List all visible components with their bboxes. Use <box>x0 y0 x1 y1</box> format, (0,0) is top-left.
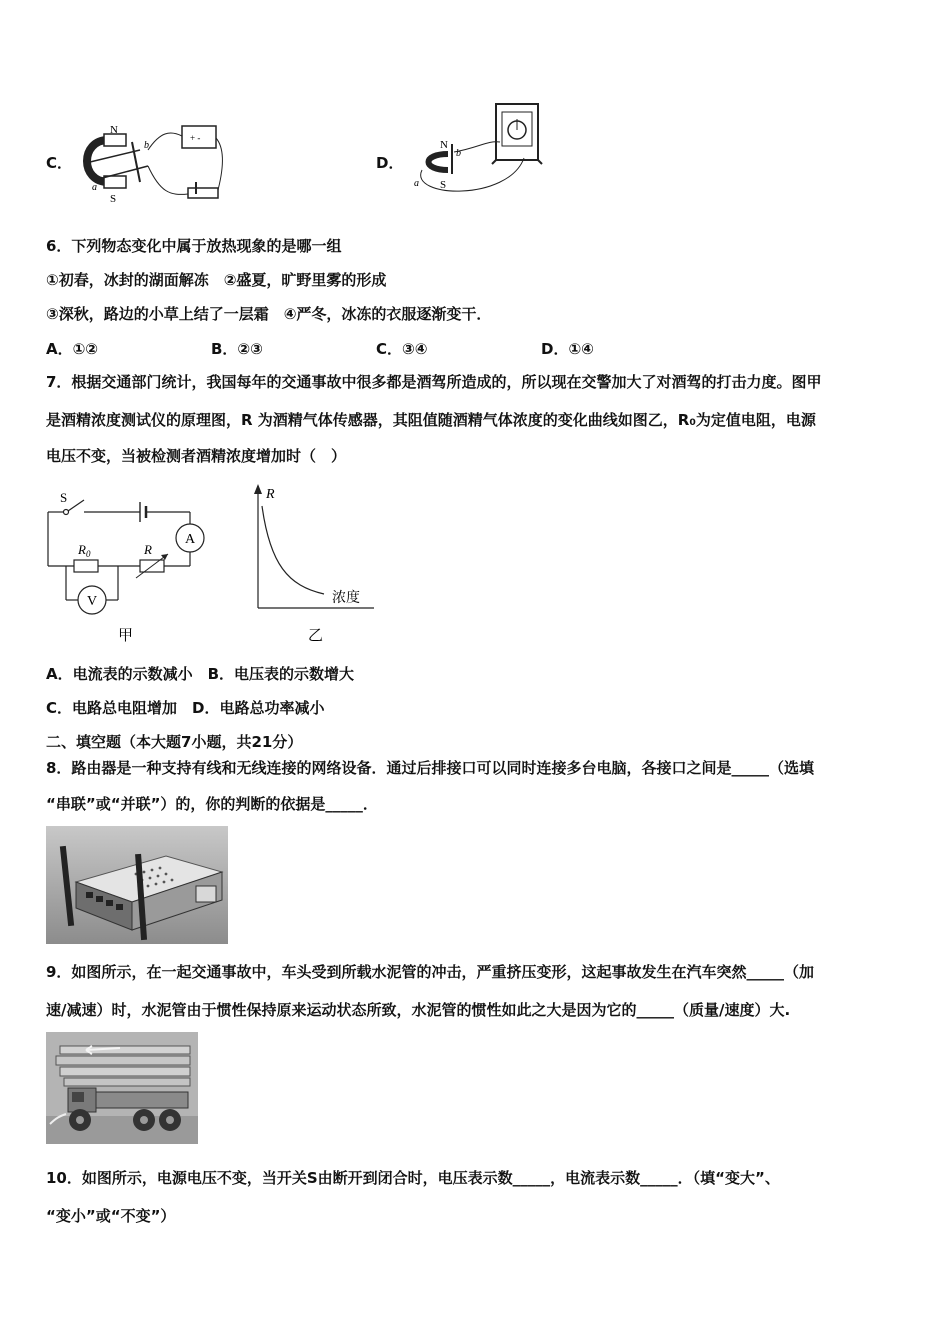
magnet-s-label: S <box>110 193 117 205</box>
circuit-diagram-jia <box>44 488 214 646</box>
resistance-concentration-graph <box>244 482 378 646</box>
question-10-line-2: “变小”或“不变”） <box>46 1207 176 1225</box>
question-6-option-d: D．①④ <box>541 340 594 358</box>
truck-accident-photo <box>46 1032 198 1144</box>
graph-y-label: R <box>266 487 275 502</box>
question-7-line-3: 电压不变，当被检测者酒精浓度增加时（ ） <box>46 447 347 465</box>
magnet-n-label-d: N <box>440 139 448 151</box>
question-6-option-a: A．①② <box>46 340 99 358</box>
option-d-label: D． <box>376 154 404 172</box>
switch-s-label: S <box>60 490 68 505</box>
question-7-line-1: 7．根据交通部门统计，我国每年的交通事故中很多都是酒驾所造成的，所以现在交警加大了对酒驾的打击力度。图甲 <box>46 373 822 391</box>
question-7-line-2: 是酒精浓度测试仪的原理图，R 为酒精气体传感器，其阻值随酒精气体浓度的变化曲线如图乙，R₀为定值电阻，电源 <box>46 411 816 429</box>
question-6-items-2: ③深秋，路边的小草上结了一层霜 ④严冬，冰冻的衣服逐渐变干． <box>46 305 492 323</box>
rod-a-label-d: a <box>414 178 419 189</box>
option-c-label: C． <box>46 154 73 172</box>
r-sensor-label: R <box>144 542 152 557</box>
meter-label: + - <box>190 133 201 143</box>
question-9-line-1: 9．如图所示，在一起交通事故中，车头受到所载水泥管的冲击，严重挤压变形，这起事故发生在汽车突然_____（加 <box>46 963 814 981</box>
question-8-line-1: 8．路由器是一种支持有线和无线连接的网络设备．通过后排接口可以同时连接多台电脑，各接口之间是_____（选填 <box>46 759 814 777</box>
question-6-items-1: ①初春，冰封的湖面解冻 ②盛夏，旷野里雾的形成 <box>46 271 387 289</box>
r0-label: $R_0$ <box>78 542 91 559</box>
question-7-options-row-1: A．电流表的示数减小 B．电压表的示数增大 <box>46 665 355 683</box>
question-6-option-c: C．③④ <box>376 340 428 358</box>
rod-b-label: b <box>144 140 149 151</box>
ammeter-a-label: A <box>185 532 196 547</box>
router-photo <box>46 826 228 944</box>
figure-5d-electromagnetic <box>398 100 558 204</box>
question-10-line-1: 10．如图所示，电源电压不变，当开关S由断开到闭合时，电压表示数_____，电流表示数_____．（填“变大”、 <box>46 1169 780 1187</box>
circuit-caption: 甲 <box>118 628 134 644</box>
question-9-line-2: 速/减速）时，水泥管由于惯性保持原来运动状态所致，水泥管的惯性如此之大是因为它的_____（质量/速度）大. <box>46 1001 791 1019</box>
rod-a-label: a <box>92 182 97 193</box>
magnet-n-label: N <box>110 124 118 136</box>
voltmeter-v-label: V <box>87 594 98 609</box>
magnet-s-label-d: S <box>440 179 447 191</box>
graph-x-label: 浓度 <box>332 591 360 606</box>
graph-caption: 乙 <box>308 628 324 644</box>
section-2-title: 二、填空题（本大题7小题，共21分） <box>46 733 303 751</box>
question-6-stem: 6．下列物态变化中属于放热现象的是哪一组 <box>46 237 342 255</box>
question-6-option-b: B．②③ <box>211 340 263 358</box>
question-8-line-2: “串联”或“并联”）的，你的判断的依据是_____． <box>46 795 378 813</box>
question-7-options-row-2: C．电路总电阻增加 D．电路总功率减小 <box>46 699 325 717</box>
rod-b-label-d: b <box>456 148 461 159</box>
figure-5c-electromagnetic <box>70 122 230 206</box>
